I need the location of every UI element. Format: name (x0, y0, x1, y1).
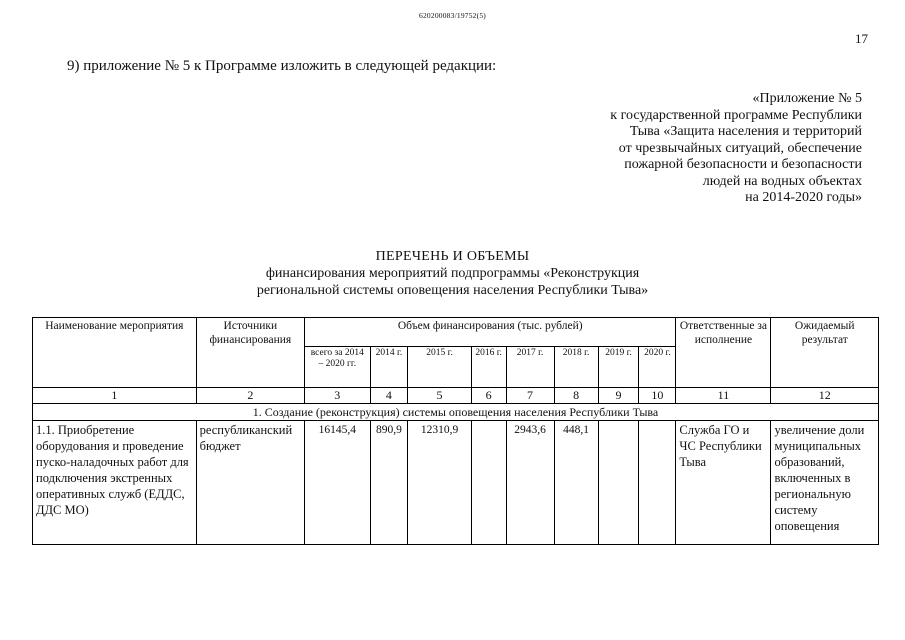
header-year-2014: 2014 г. (370, 347, 408, 388)
appendix-line: Тыва «Защита населения и территорий (629, 124, 862, 139)
cell-2017: 2943,6 (506, 421, 554, 545)
appendix-note (560, 91, 862, 207)
column-number: 7 (506, 388, 554, 404)
cell-result: увеличение доли муниципальных образований, включенных в региональную систему оповещения (771, 421, 879, 545)
title-line: финансирования мероприятий подпрограммы «Реконструкция (265, 266, 640, 281)
cell-2015: 12310,9 (408, 421, 471, 545)
header-sources: Источники финансирования (196, 318, 304, 388)
header-volume: Объем финансирования (тыс. рублей) (305, 318, 676, 347)
header-year-2017: 2017 г. (506, 347, 554, 388)
header-year-2020: 2020 г. (639, 347, 676, 388)
column-number: 1 (33, 388, 197, 404)
financing-table (32, 317, 879, 545)
table-row (33, 421, 879, 545)
cell-2018: 448,1 (554, 421, 598, 545)
column-number: 2 (196, 388, 304, 404)
appendix-line: от чрезвычайных ситуаций, обеспечение (618, 140, 862, 156)
header-total: всего за 2014 – 2020 гг. (305, 347, 370, 388)
header-year-2019: 2019 г. (598, 347, 639, 388)
section-title: 1. Создание (реконструкция) системы оповещения населения Республики Тыва (33, 404, 879, 421)
header-result: Ожидаемый результат (771, 318, 879, 388)
title-line: региональной системы оповещения населения Республики Тыва» (256, 283, 649, 298)
column-number: 9 (598, 388, 639, 404)
column-number: 4 (370, 388, 408, 404)
cell-name: 1.1. Приобретение оборудования и проведение пуско-наладочных работ для подключения экстренных оперативных служб (ЕДДС, ДДС МО) (33, 421, 197, 545)
column-number: 10 (639, 388, 676, 404)
column-number: 3 (305, 388, 370, 404)
cell-2014: 890,9 (370, 421, 408, 545)
appendix-line: «Приложение № 5 (752, 91, 862, 106)
header-year-2016: 2016 г. (471, 347, 506, 388)
column-number: 5 (408, 388, 471, 404)
header-year-2015: 2015 г. (408, 347, 471, 388)
cell-total: 16145,4 (305, 421, 370, 545)
header-responsible: Ответственные за исполнение (676, 318, 771, 388)
cell-responsible: Служба ГО и ЧС Республики Тыва (676, 421, 771, 545)
header-year-2018: 2018 г. (554, 347, 598, 388)
document-title (150, 248, 755, 299)
header-name: Наименование мероприятия (33, 318, 197, 388)
cell-2020 (639, 421, 676, 545)
appendix-line: к государственной программе Республики (610, 107, 862, 123)
column-number: 11 (676, 388, 771, 404)
document-id: 620200083/19752(5) (419, 11, 486, 20)
page-number: 17 (855, 31, 868, 46)
appendix-line: пожарной безопасности и безопасности (624, 157, 862, 172)
appendix-line: на 2014-2020 годы» (745, 190, 862, 205)
title-line: ПЕРЕЧЕНЬ И ОБЪЕМЫ (375, 249, 530, 264)
cell-2019 (598, 421, 639, 545)
column-number: 6 (471, 388, 506, 404)
appendix-line: людей на водных объектах (702, 173, 862, 189)
cell-2016 (471, 421, 506, 545)
column-number: 8 (554, 388, 598, 404)
column-number: 12 (771, 388, 879, 404)
cell-source: республиканский бюджет (196, 421, 304, 545)
intro-paragraph: 9) приложение № 5 к Программе изложить в следующей редакции: (67, 58, 497, 74)
